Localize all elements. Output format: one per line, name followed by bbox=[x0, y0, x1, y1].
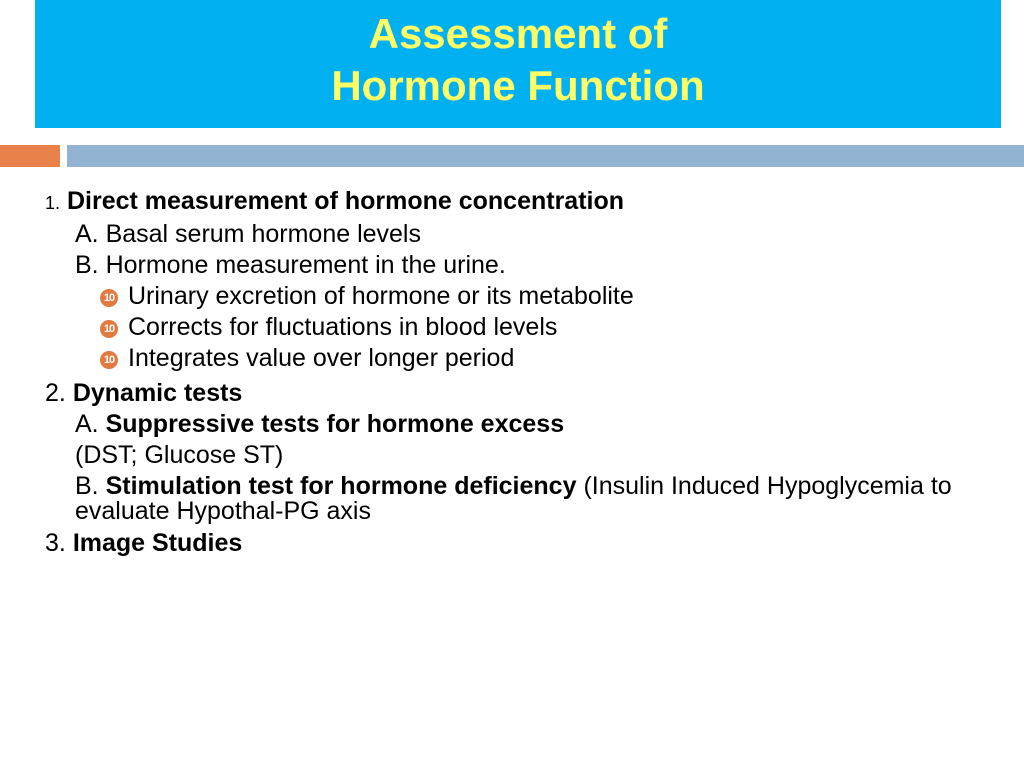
item-2-b bbox=[45, 471, 995, 524]
item-2-heading: Dynamic tests bbox=[72, 379, 243, 407]
numbered-bullet-icon: 10 bbox=[100, 351, 118, 369]
title-banner bbox=[35, 0, 1001, 128]
item-2-a-prefix: A. bbox=[75, 410, 99, 438]
item-1-b: B. Hormone measurement in the urine. bbox=[75, 251, 506, 279]
item-1 bbox=[45, 186, 995, 219]
item-2-b-prefix: B. bbox=[75, 472, 99, 500]
item-3 bbox=[45, 528, 995, 559]
item-2-number: 2. bbox=[45, 379, 66, 407]
title-line-1: Assessment of bbox=[368, 10, 668, 57]
item-2 bbox=[45, 378, 995, 409]
sub-bullet-text: Integrates value over longer period bbox=[128, 344, 515, 372]
title-line-2: Hormone Function bbox=[331, 62, 705, 109]
item-1-a: A. Basal serum hormone levels bbox=[75, 220, 421, 248]
item-3-number: 3. bbox=[45, 529, 66, 557]
sub-bullet-text: Corrects for fluctuations in blood levels bbox=[128, 313, 558, 341]
item-2-b-bold: Stimulation test for hormone deficiency bbox=[105, 472, 577, 500]
accent-bar-orange bbox=[0, 145, 60, 167]
sub-bullet-1 bbox=[45, 281, 995, 312]
item-2-a-note: (DST; Glucose ST) bbox=[75, 441, 284, 469]
item-2-a bbox=[45, 409, 995, 440]
sub-bullet-2 bbox=[45, 312, 995, 343]
item-2-b-rest: (Insulin Induced Hypoglycemia to evaluate Hypothal-PG axis bbox=[75, 472, 952, 525]
slide-content bbox=[45, 186, 995, 559]
sub-bullet-text: Urinary excretion of hormone or its metabolite bbox=[128, 282, 634, 310]
sub-bullet-3 bbox=[45, 343, 995, 374]
item-1-heading: Direct measurement of hormone concentration bbox=[66, 187, 625, 215]
item-3-heading: Image Studies bbox=[72, 529, 243, 557]
numbered-bullet-icon: 10 bbox=[100, 289, 118, 307]
item-1-number: 1. bbox=[45, 193, 61, 213]
item-2-a-bold: Suppressive tests for hormone excess bbox=[105, 410, 565, 438]
accent-bar-blue bbox=[67, 145, 1024, 167]
numbered-bullet-icon: 10 bbox=[100, 320, 118, 338]
